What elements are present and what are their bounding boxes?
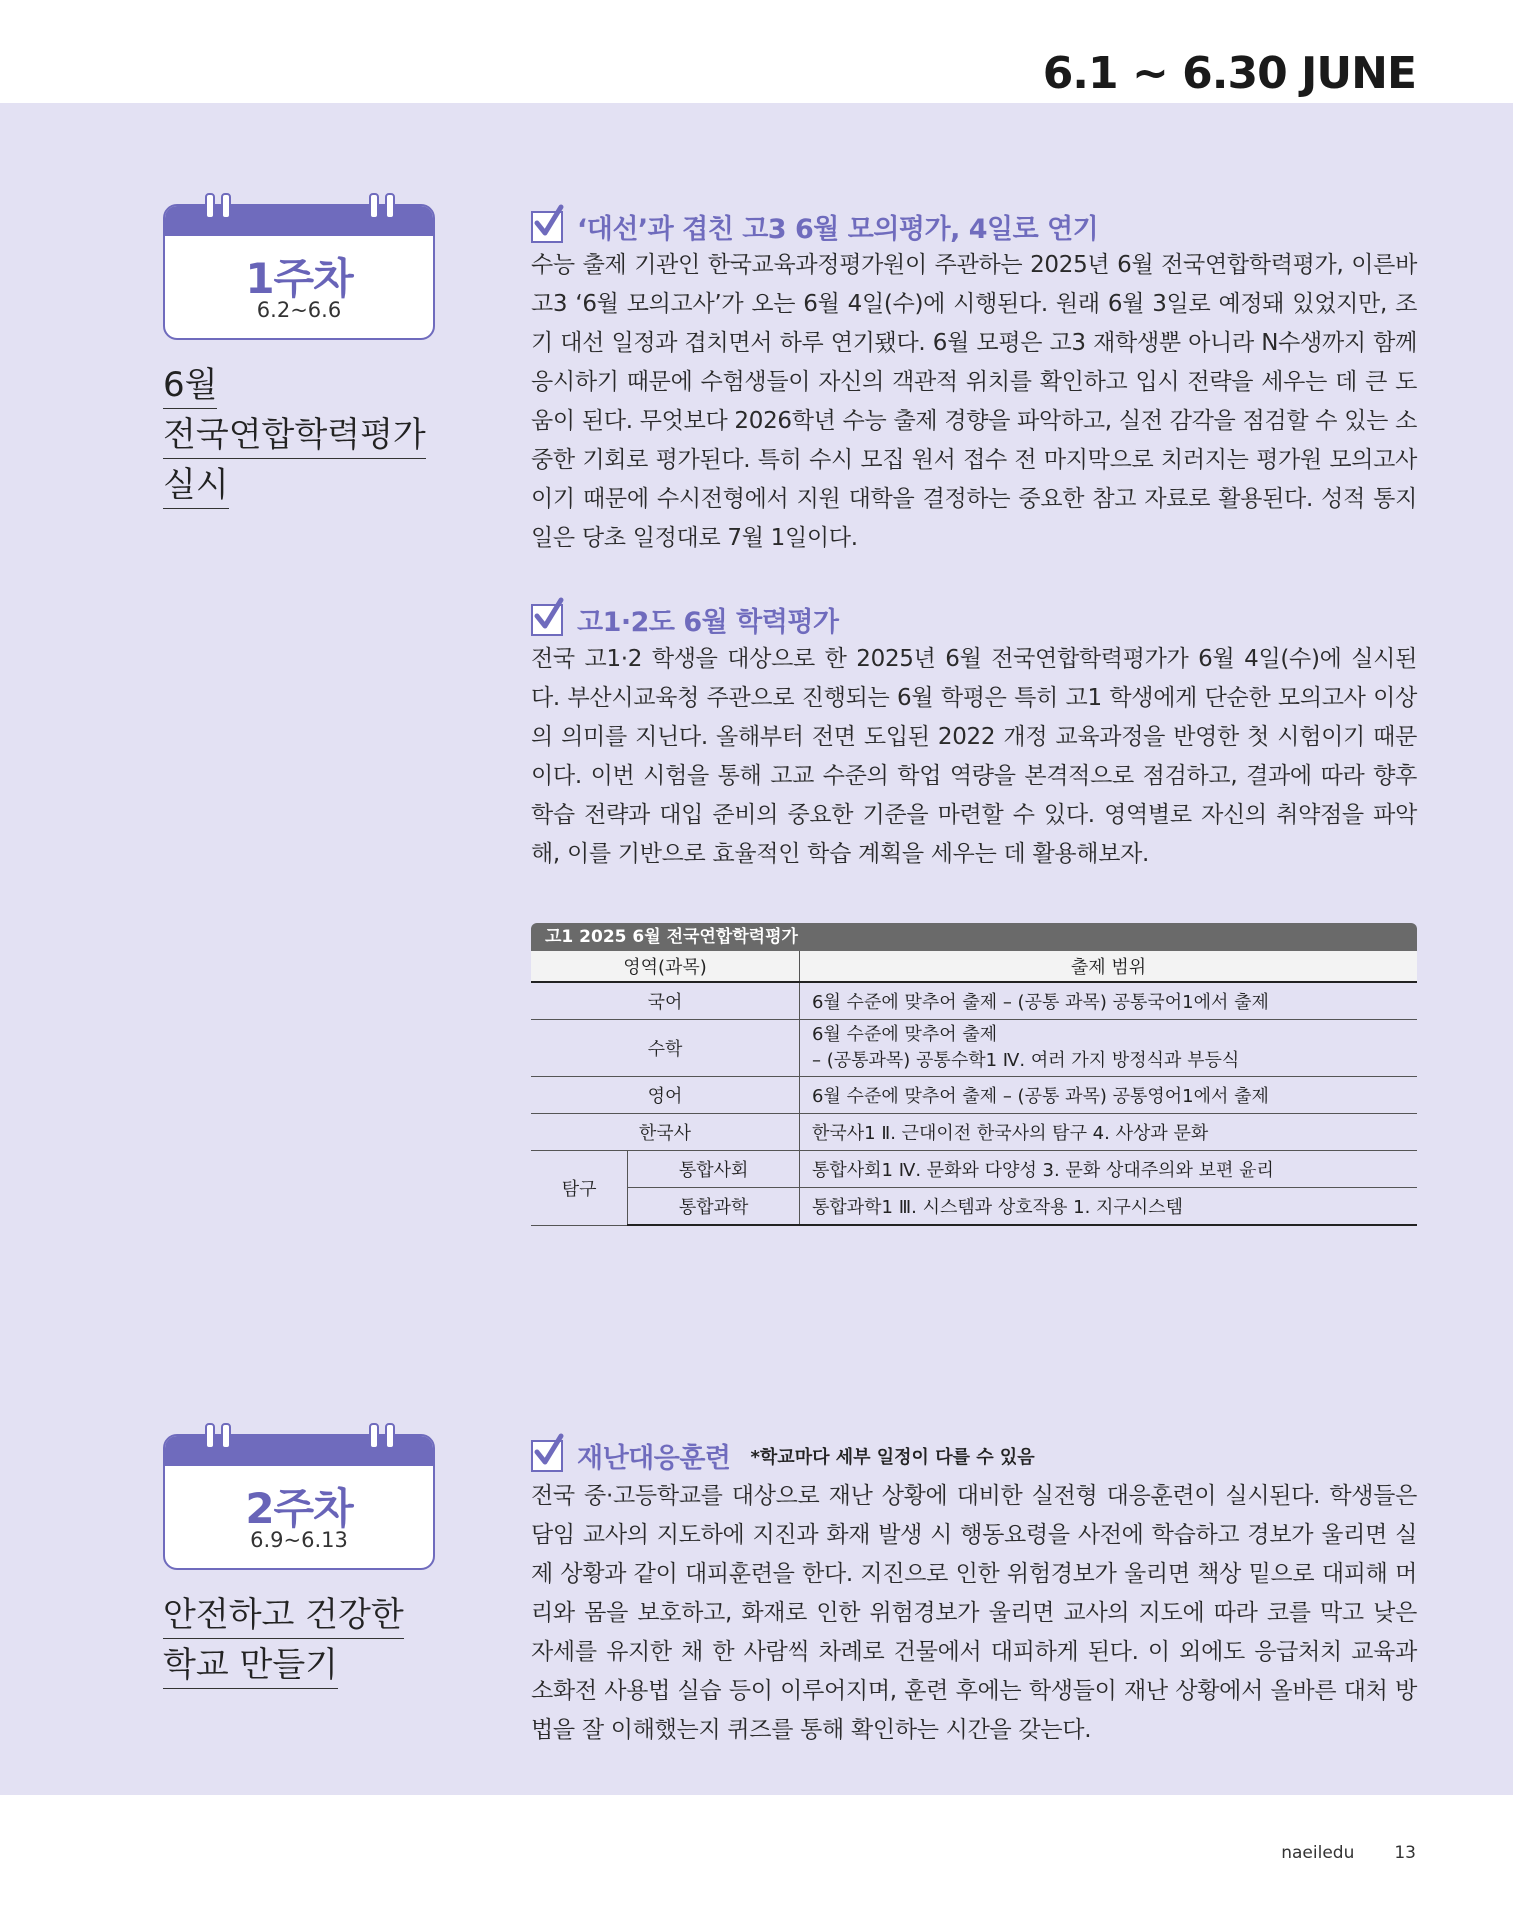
section2-body: 전국 고1·2 학생을 대상으로 한 2025년 6월 전국연합학력평가가 6월 4일(수)에 실시된다. 부산시교육청 주관으로 진행되는 6월 학평은 특히 고1 학생에게 단순한 모의고사 이상의 의미를 지닌다. 올해부터 전면 도입된 2022 개정 교육과정을 반영한 첫 시험이기 때문이다. 이번 시험을 통해 고교 수준의 학업 역량을 본격적으로 점검하고, 결과에 따라 향후 학습 전략과 대입 준비의 중요한 기준을 마련할 수 있다. 영역별로 자신의 취약점을 파악해, 이를 기반으로 효율적인 학습 계획을 세우는 데 활용해보자. [531, 646, 1417, 867]
table-row: 수학 6월 수준에 맞추어 출제 – (공통과목) 공통수학1 Ⅳ. 여러 가지 방정식과 부등식 [531, 1020, 1417, 1077]
table-row: 탐구 통합사회 통합사회1 Ⅳ. 문화와 다양성 3. 문화 상대주의와 보편 윤리 [531, 1151, 1417, 1188]
section3-heading [531, 1436, 1035, 1475]
week1-dates: 6.2~6.6 [256, 298, 342, 322]
week2-side-title: 안전하고 건강한 학교 만들기 [163, 1590, 404, 1690]
checkbox-icon [531, 604, 563, 636]
calendar-ring-icon [205, 193, 215, 219]
calendar-ring-icon [221, 193, 231, 219]
calendar-ring-icon [205, 1423, 215, 1449]
table-row: 한국사 한국사1 Ⅱ. 근대이전 한국사의 탐구 4. 사상과 문화 [531, 1114, 1417, 1151]
page-header-title: 6.1 ~ 6.30 JUNE [1042, 48, 1416, 99]
section1-heading [531, 207, 1098, 246]
section3-body: 전국 중·고등학교를 대상으로 재난 상황에 대비한 실전형 대응훈련이 실시된다. 학생들은 담임 교사의 지도하에 지진과 화재 발생 시 행동요령을 사전에 학습하고 경보가 울리면 실제 상황과 같이 대피훈련을 한다. 지진으로 인한 위험경보가 울리면 책상 밑으로 대피해 머리와 몸을 보호하고, 화재로 인한 위험경보가 울리면 교사의 지도에 따라 코를 막고 낮은 자세를 유지한 채 한 사람씩 차례로 건물에서 대피하게 된다. 이 외에도 응급처치 교육과 소화전 사용법 실습 등이 이루어지며, 훈련 후에는 학생들이 재난 상황에서 올바른 대처 방법을 잘 이해했는지 퀴즈를 통해 확인하는 시간을 갖는다. [531, 1483, 1417, 1743]
week2-dates: 6.9~6.13 [250, 1528, 348, 1552]
section1-body: 수능 출제 기관인 한국교육과정평가원이 주관하는 2025년 6월 전국연합학력평가, 이른바 고3 ‘6월 모의고사’가 오는 6월 4일(수)에 시행된다. 원래 6월 3일로 예정돼 있었지만, 조기 대선 일정과 겹치면서 하루 연기됐다. 6월 모평은 고3 재학생뿐 아니라 N수생까지 함께 응시하기 때문에 수험생들이 자신의 객관적 위치를 확인하고 입시 전략을 세우는 데 큰 도움이 된다. 무엇보다 2026학년 수능 출제 경향을 파악하고, 실전 감각을 점검할 수 있는 소중한 기회로 평가된다. 특히 수시 모집 원서 접수 전 마지막으로 치러지는 평가원 모의고사이기 때문에 수시전형에서 지원 대학을 결정하는 중요한 참고 자료로 활용된다. 성적 통지일은 당초 일정대로 7월 1일이다. [531, 252, 1417, 551]
table-caption: 고1 2025 6월 전국연합학력평가 [531, 923, 1417, 951]
section2-heading [531, 600, 839, 639]
calendar-ring-icon [221, 1423, 231, 1449]
week1-label: 1주차 [245, 254, 353, 303]
section2-title: 고1·2도 6월 학력평가 [577, 607, 839, 638]
week2-calendar [163, 1434, 435, 1570]
calendar-ring-icon [385, 193, 395, 219]
week2-label: 2주차 [245, 1484, 353, 1533]
footer-brand: naeiledu [1281, 1843, 1355, 1863]
calendar-ring-icon [385, 1423, 395, 1449]
table-row: 통합과학 통합과학1 Ⅲ. 시스템과 상호작용 1. 지구시스템 [531, 1188, 1417, 1226]
exam-range-table [531, 923, 1417, 1226]
section3-title: 재난대응훈련 [577, 1443, 731, 1474]
week1-calendar [163, 204, 435, 340]
checkbox-icon [531, 211, 563, 243]
page-number: 13 [1394, 1843, 1416, 1863]
week1-side-title: 6월 전국연합학력평가 실시 [163, 360, 426, 510]
table-row: 영어 6월 수준에 맞추어 출제 – (공통 과목) 공통영어1에서 출제 [531, 1077, 1417, 1114]
page-footer [1241, 1843, 1416, 1863]
calendar-ring-icon [369, 1423, 379, 1449]
table-header-range: 출제 범위 [800, 951, 1418, 982]
table-header-subject: 영역(과목) [531, 951, 800, 982]
table-row: 국어 6월 수준에 맞추어 출제 – (공통 과목) 공통국어1에서 출제 [531, 982, 1417, 1020]
section3-note: *학교마다 세부 일정이 다를 수 있음 [750, 1446, 1035, 1468]
calendar-ring-icon [369, 193, 379, 219]
section1-title: ‘대선’과 겹친 고3 6월 모의평가, 4일로 연기 [577, 214, 1099, 245]
checkbox-icon [531, 1440, 563, 1472]
